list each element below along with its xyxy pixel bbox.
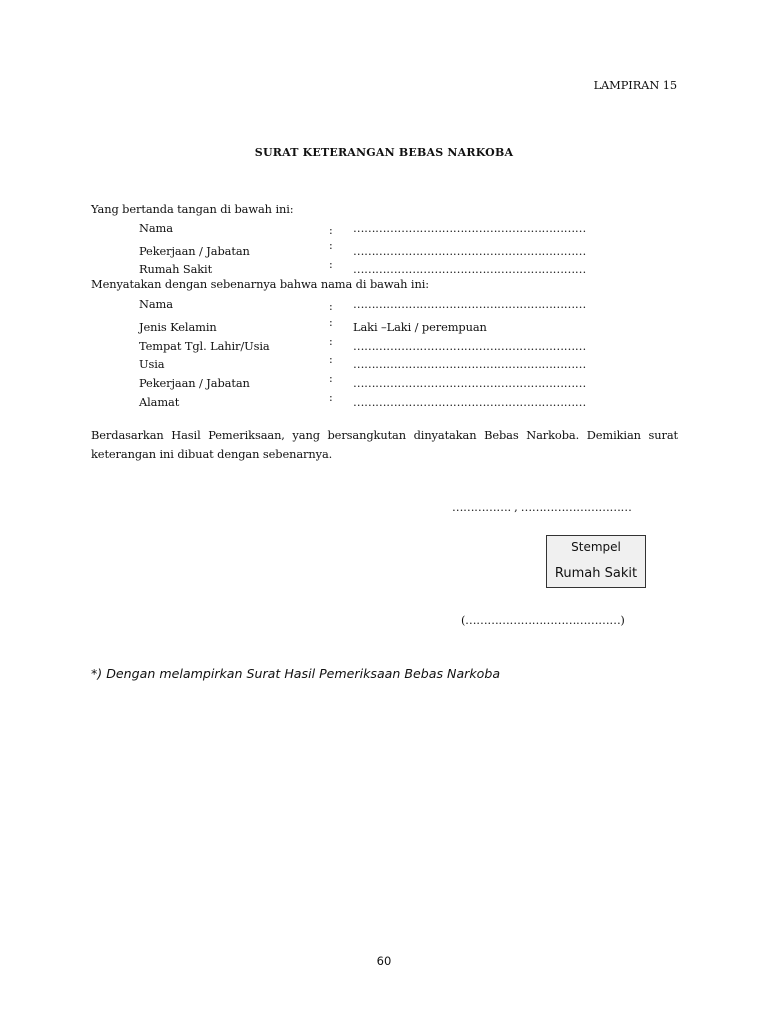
field-label-jenis-kelamin: Jenis Kelamin bbox=[139, 320, 217, 334]
stamp-label: Stempel bbox=[571, 540, 621, 554]
field-value-jenis-kelamin: Laki –Laki / perempuan bbox=[353, 320, 487, 334]
field-value-nama: ……………………………………………………… bbox=[353, 297, 586, 311]
field-label-pekerjaan: Pekerjaan / Jabatan bbox=[139, 376, 250, 390]
field-value-nama-signer: ……………………………………………………… bbox=[353, 221, 586, 235]
footnote: *) Dengan melampirkan Surat Hasil Pemeriksaan Bebas Narkoba bbox=[91, 666, 501, 681]
field-colon: : bbox=[329, 353, 333, 366]
field-value-pekerjaan-signer: ……………………………………………………… bbox=[353, 244, 586, 258]
field-label-usia: Usia bbox=[139, 357, 165, 371]
field-colon: : bbox=[329, 391, 333, 404]
field-label-nama: Nama bbox=[139, 297, 173, 311]
statement-paragraph: Berdasarkan Hasil Pemeriksaan, yang bersangkutan dinyatakan Bebas Narkoba. Demikian surat keterangan ini dibuat dengan sebenarnya. bbox=[91, 428, 678, 461]
field-colon: : bbox=[329, 300, 333, 313]
stamp-hospital-label: Rumah Sakit bbox=[554, 566, 638, 581]
place-date-line: ……………. , ………………………… bbox=[452, 500, 632, 514]
field-value-alamat: ……………………………………………………… bbox=[353, 395, 586, 409]
field-value-pekerjaan: ……………………………………………………… bbox=[353, 376, 586, 390]
field-colon: : bbox=[329, 316, 333, 329]
field-value-rumah-sakit: ……………………………………………………… bbox=[353, 262, 586, 276]
signature-line: (……………………………………) bbox=[461, 613, 625, 627]
field-label-alamat: Alamat bbox=[139, 395, 180, 409]
page-number: 60 bbox=[376, 954, 392, 968]
field-label-nama-signer: Nama bbox=[139, 221, 173, 235]
field-label-tempat-tgl-lahir: Tempat Tgl. Lahir/Usia bbox=[139, 339, 270, 353]
section2-intro: Menyatakan dengan sebenarnya bahwa nama di bawah ini: bbox=[91, 277, 429, 291]
field-label-pekerjaan-signer: Pekerjaan / Jabatan bbox=[139, 244, 250, 258]
section1-intro: Yang bertanda tangan di bawah ini: bbox=[91, 202, 294, 216]
stamp-box bbox=[546, 535, 646, 588]
field-colon: : bbox=[329, 224, 333, 237]
field-colon: : bbox=[329, 258, 333, 271]
field-colon: : bbox=[329, 335, 333, 348]
field-value-usia: ……………………………………………………… bbox=[353, 357, 586, 371]
attachment-number: LAMPIRAN 15 bbox=[593, 78, 677, 92]
field-colon: : bbox=[329, 239, 333, 252]
field-value-tempat-tgl-lahir: ……………………………………………………… bbox=[353, 339, 586, 353]
field-colon: : bbox=[329, 372, 333, 385]
field-label-rumah-sakit: Rumah Sakit bbox=[139, 262, 213, 276]
document-title: SURAT KETERANGAN BEBAS NARKOBA bbox=[254, 146, 514, 159]
